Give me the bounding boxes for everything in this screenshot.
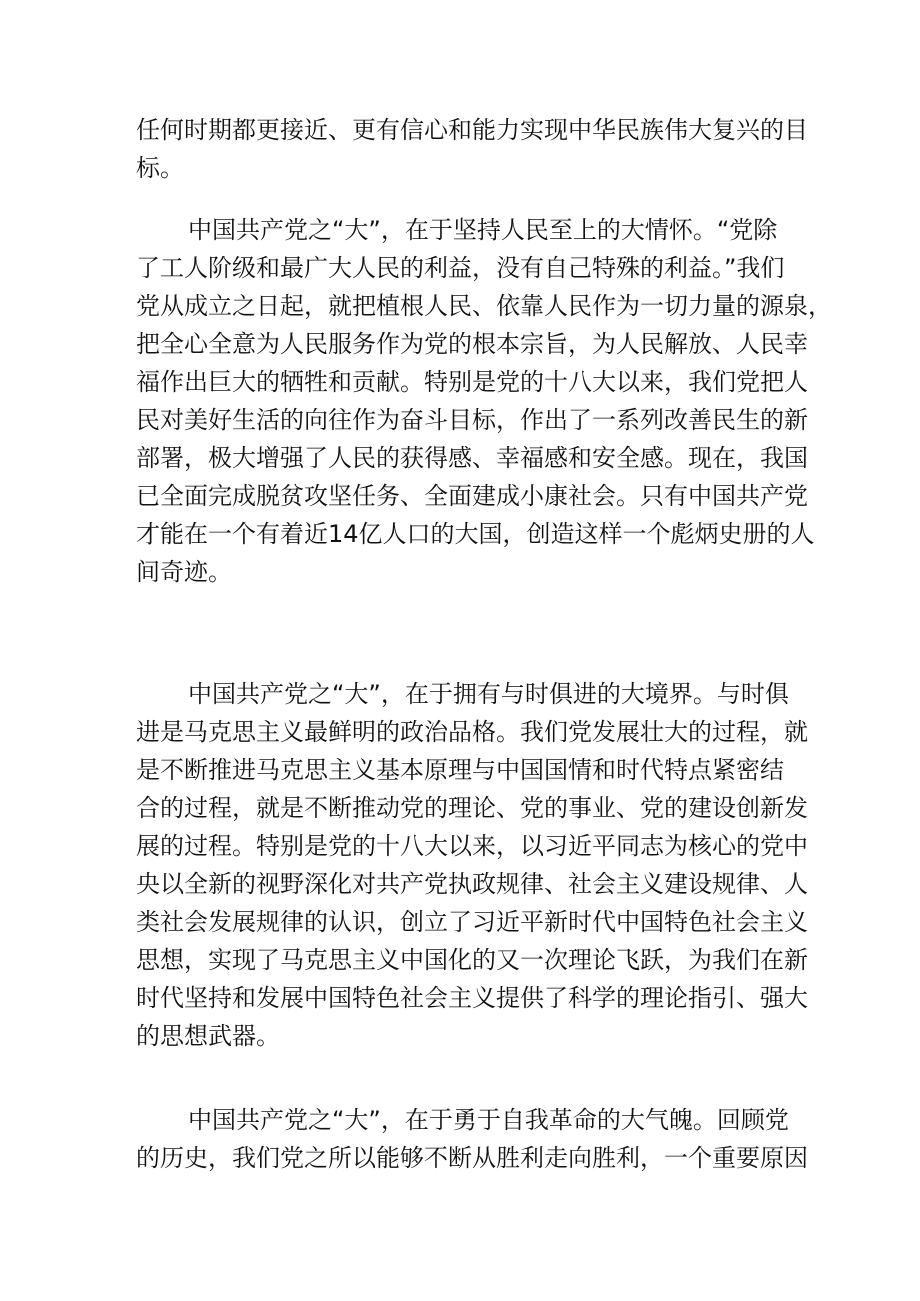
- text-line: 才能在一个有着近14亿人口的大国，创造这样一个彪炳史册的人: [136, 520, 815, 548]
- text-line: 展的过程。特别是党的十八大以来，以习近平同志为核心的党中: [136, 832, 808, 860]
- text-line: 中国共产党之“大”，在于拥有与时俱进的大境界。与时俱: [188, 680, 789, 708]
- text-line: 民对美好生活的向往作为奋斗目标，作出了一系列改善民生的新: [136, 406, 808, 434]
- text-line: 党从成立之日起，就把植根人民、依靠人民作为一切力量的源泉，: [136, 292, 832, 320]
- text-line: 合的过程，就是不断推动党的理论、党的事业、党的建设创新发: [136, 794, 808, 822]
- text-line: 类社会发展规律的认识，创立了习近平新时代中国特色社会主义: [136, 908, 808, 936]
- text-line: 是不断推进马克思主义基本原理与中国国情和时代特点紧密结: [136, 756, 784, 784]
- paragraph: [136, 1101, 808, 1177]
- text-line: 中国共产党之“大”，在于坚持人民至上的大情怀。“党除: [188, 216, 778, 244]
- text-line: 标。: [136, 154, 184, 182]
- text-line: 已全面完成脱贫攻坚任务、全面建成小康社会。只有中国共产党: [136, 482, 808, 510]
- text-line: 的历史，我们党之所以能够不断从胜利走向胜利，一个重要原因: [136, 1144, 808, 1172]
- paragraph: [136, 675, 808, 1055]
- text-line: 进是马克思主义最鲜明的政治品格。我们党发展壮大的过程，就: [136, 718, 808, 746]
- text-line: 福作出巨大的牺牲和贡献。特别是党的十八大以来，我们党把人: [136, 368, 808, 396]
- text-line: 了工人阶级和最广大人民的利益，没有自己特殊的利益。”我们: [136, 254, 785, 282]
- text-line: 任何时期都更接近、更有信心和能力实现中华民族伟大复兴的目: [136, 116, 808, 144]
- text-line: 把全心全意为人民服务作为党的根本宗旨，为人民解放、人民幸: [136, 330, 808, 358]
- text-line: 间奇迹。: [136, 558, 232, 586]
- text-line: 的思想武器。: [136, 1022, 280, 1050]
- text-line: 央以全新的视野深化对共产党执政规律、社会主义建设规律、人: [136, 870, 808, 898]
- text-line: 中国共产党之“大”，在于勇于自我革命的大气魄。回顾党: [188, 1106, 789, 1134]
- paragraph: [136, 111, 808, 187]
- text-line: 部署，极大增强了人民的获得感、幸福感和安全感。现在，我国: [136, 444, 808, 472]
- text-line: 思想，实现了马克思主义中国化的又一次理论飞跃，为我们在新: [136, 946, 808, 974]
- paragraph: [136, 211, 832, 591]
- text-line: 时代坚持和发展中国特色社会主义提供了科学的理论指引、强大: [136, 984, 808, 1012]
